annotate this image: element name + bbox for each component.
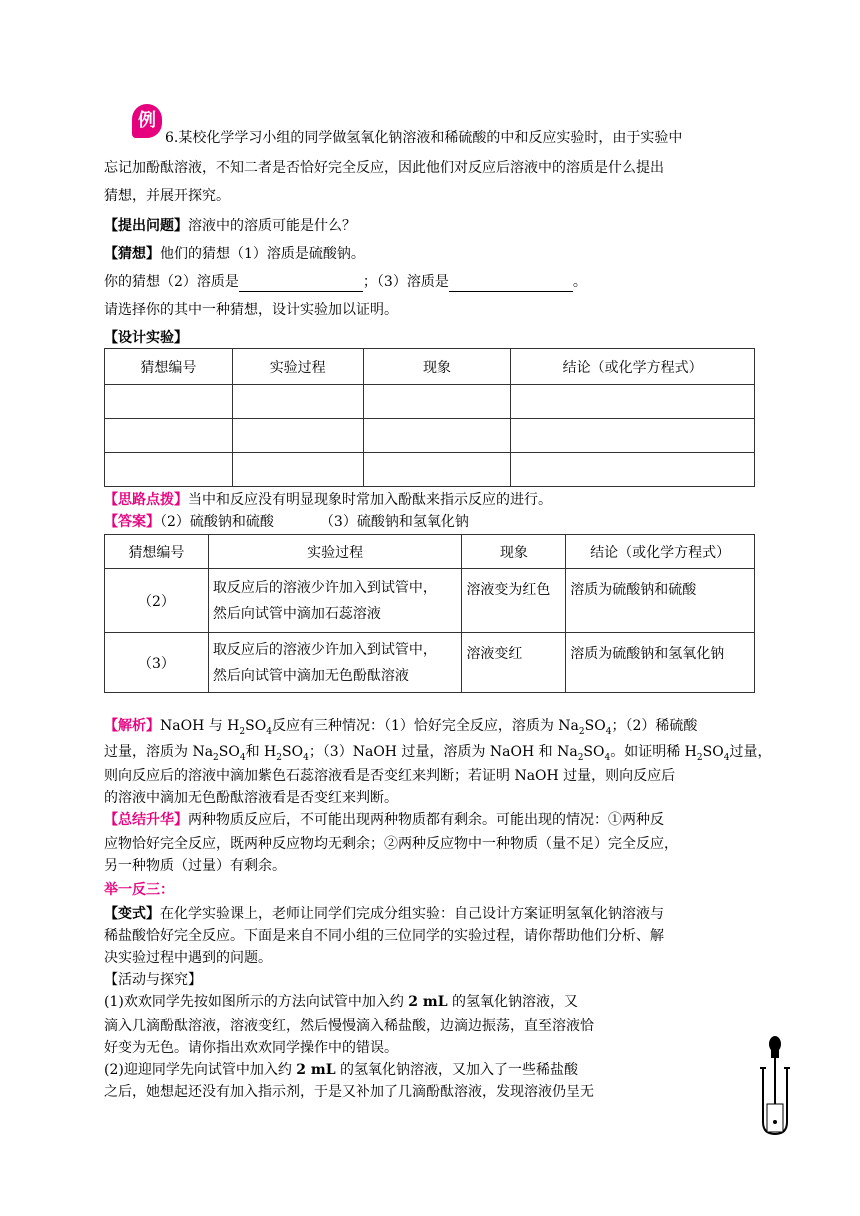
answer-tag: 【答案】 — [104, 514, 160, 530]
sub: 4 — [239, 752, 246, 763]
analysis-t1c: 反应有三种情况：（1）恰好完全反应，溶质为 Na — [271, 718, 579, 734]
row3-proc — [208, 633, 462, 693]
activity-tag: 【活动与探究】 — [104, 972, 202, 988]
analysis-l2b: SO — [218, 744, 240, 760]
sub: 2 — [213, 752, 219, 763]
table1-cell[interactable] — [363, 419, 511, 453]
variant-line-2: 稀盐酸恰好完全反应。下面是来自不同小组的三位同学的实验过程，请你帮助他们分析、解 — [104, 928, 664, 944]
sub: 2 — [276, 752, 282, 763]
example-badge: 例 — [132, 104, 162, 138]
table1-cell[interactable] — [232, 453, 363, 487]
row3-proc-1: 取反应后的溶液少许加入到试管中， — [212, 641, 437, 658]
hint-tag: 【思路点拨】 — [104, 492, 188, 508]
variant-line-1 — [104, 904, 664, 924]
sub: 4 — [723, 752, 730, 763]
analysis-l2a: 过量，溶质为 Na — [104, 744, 214, 760]
table1-cell[interactable] — [511, 453, 755, 487]
question-line-3: 猜想，并展开探究。 — [104, 188, 230, 204]
table1-row — [105, 385, 755, 419]
tiwen-tag: 【提出问题】 — [104, 218, 188, 234]
your-guess-line — [104, 272, 587, 292]
table1-cell[interactable] — [232, 385, 363, 419]
table1-row — [105, 419, 755, 453]
table1-cell[interactable] — [105, 453, 233, 487]
analysis-t1e: ；（2）稀硫酸 — [611, 718, 698, 734]
analysis-line-3: 则向反应后的溶液中滴加紫色石蕊溶液看是否变红来判断；若证明 NaOH 过量，则向反应后 — [104, 768, 676, 784]
caixiang-text: 他们的猜想（1）溶质是硫酸钠。 — [160, 246, 365, 262]
answer-table — [104, 534, 755, 693]
hint-text: 当中和反应没有明显现象时常加入酚酞来指示反应的进行。 — [188, 492, 552, 508]
analysis-t1d: SO — [584, 718, 606, 734]
table-row — [105, 633, 755, 693]
analysis-l2f: SO — [583, 744, 605, 760]
your-guess-a: 你的猜想（2）溶质是 — [104, 274, 239, 290]
blank-2[interactable] — [239, 276, 363, 292]
table2-header-concl: 结论（或化学方程式） — [566, 535, 755, 569]
analysis-l2e: ；（3）NaOH 过量，溶质为 NaOH 和 Na — [308, 744, 578, 760]
analysis-l2d: SO — [282, 744, 304, 760]
table2-header-id: 猜想编号 — [105, 535, 209, 569]
sub: 2 — [578, 726, 585, 737]
answer-p2: （2）硫酸钠和硫酸 — [160, 514, 274, 530]
q2-l1c: 的氢氧化钠溶液，又加入了一些稀盐酸 — [335, 1062, 579, 1078]
caixiang-tag: 【猜想】 — [104, 246, 160, 262]
table1-header-concl: 结论（或化学方程式） — [511, 349, 755, 385]
analysis-t1: NaOH 与 H — [160, 718, 240, 734]
dropper-tube-icon — [752, 1034, 798, 1138]
table1-header-id: 猜想编号 — [105, 349, 233, 385]
blank-3[interactable] — [449, 276, 573, 292]
sub: 4 — [605, 726, 612, 737]
table1-cell[interactable] — [105, 419, 233, 453]
question-line-1: 6.某校化学学习小组的同学做氢氧化钠溶液和稀硫酸的中和反应实验时，由于实验中 — [165, 130, 683, 146]
q2-line-2: 之后，她想起还没有加入指示剂，于是又补加了几滴酚酞溶液，发现溶液仍呈无 — [104, 1084, 594, 1100]
sub: 2 — [577, 752, 584, 763]
summary-tag: 【总结升华】 — [104, 812, 188, 828]
hint-line — [104, 490, 552, 510]
row2-proc-2: 然后向试管中滴加石蕊溶液 — [212, 605, 381, 622]
analysis-line-4: 的溶液中滴加无色酚酞溶液看是否变红来判断。 — [104, 790, 398, 806]
answer-line — [104, 512, 469, 532]
row3-concl: 溶质为硫酸钠和氢氧化钠 — [566, 633, 755, 693]
row2-concl: 溶质为硫酸钠和硫酸 — [566, 569, 755, 633]
row2-proc — [208, 569, 462, 633]
q1-l1b: 2 mL — [408, 994, 448, 1010]
q1-line-1 — [104, 992, 578, 1012]
summary-line-2: 应物恰好完全反应，既两种反应物均无剩余；②两种反应物中一种物质（量不足）完全反应， — [104, 836, 678, 852]
question-caixiang — [104, 244, 365, 264]
analysis-line-1 — [104, 716, 697, 742]
table1-cell[interactable] — [363, 385, 511, 419]
analysis-line-2 — [104, 742, 771, 768]
table1-cell[interactable] — [232, 419, 363, 453]
your-guess-c: 。 — [572, 274, 587, 290]
table-row — [105, 569, 755, 633]
question-tiwen — [104, 216, 356, 236]
table1-cell[interactable] — [511, 385, 755, 419]
analysis-tag: 【解析】 — [104, 718, 160, 734]
sub: 4 — [266, 726, 272, 737]
analysis-l2h: SO — [702, 744, 724, 760]
table1-header-proc: 实验过程 — [232, 349, 363, 385]
row3-phen: 溶液变红 — [462, 633, 566, 693]
sub: 4 — [604, 752, 611, 763]
sub: 4 — [303, 752, 309, 763]
summary-l1: 两种物质反应后，不可能出现两种物质都有剩余。可能出现的情况：①两种反 — [188, 812, 664, 828]
table2-header-proc: 实验过程 — [208, 535, 462, 569]
row3-proc-2: 然后向试管中滴加无色酚酞溶液 — [212, 667, 409, 684]
table1-cell[interactable] — [105, 385, 233, 419]
q1-l1a: (1)欢欢同学先按如图所示的方法向试管中加入约 — [104, 994, 409, 1010]
row2-proc-1: 取反应后的溶液少许加入到试管中， — [212, 579, 437, 596]
table2-header-phen: 现象 — [462, 535, 566, 569]
design-table — [104, 348, 755, 487]
juyi-heading: 举一反三： — [104, 882, 174, 898]
summary-line-1 — [104, 810, 664, 830]
variant-tag: 【变式】 — [104, 906, 160, 922]
q1-line-3: 好变为无色。请你指出欢欢同学操作中的错误。 — [104, 1040, 398, 1056]
sub: 2 — [696, 752, 703, 763]
analysis-l2i: 过量， — [729, 744, 772, 760]
question-line-2: 忘记加酚酞溶液，不知二者是否恰好完全反应，因此他们对反应后溶液中的溶质是什么提出 — [104, 160, 664, 176]
q1-line-2: 滴入几滴酚酞溶液，溶液变红，然后慢慢滴入稀盐酸，边滴边振荡，直至溶液恰 — [104, 1018, 594, 1034]
tiwen-text: 溶液中的溶质可能是什么？ — [188, 218, 356, 234]
analysis-l2g: 。如证明稀 H — [610, 744, 697, 760]
q2-l1b: 2 mL — [296, 1062, 336, 1078]
your-guess-b: ；（3）溶质是 — [362, 274, 449, 290]
table1-cell[interactable] — [511, 419, 755, 453]
table1-row — [105, 453, 755, 487]
design-tag: 【设计实验】 — [104, 330, 188, 346]
q2-line-1 — [104, 1060, 578, 1080]
answer-p3: （3）硫酸钠和氢氧化钠 — [319, 514, 469, 530]
variant-line-3: 决实验过程中遇到的问题。 — [104, 950, 272, 966]
choose-line: 请选择你的其中一种猜想，设计实验加以证明。 — [104, 302, 398, 318]
variant-l1: 在化学实验课上，老师让同学们完成分组实验：自己设计方案证明氢氧化钠溶液与 — [160, 906, 664, 922]
table1-header-phen: 现象 — [363, 349, 511, 385]
q1-l1c: 的氢氧化钠溶液，又 — [447, 994, 579, 1010]
analysis-t1b: SO — [245, 718, 267, 734]
sub: 2 — [239, 726, 246, 737]
table1-cell[interactable] — [363, 453, 511, 487]
row2-id: （2） — [105, 569, 209, 633]
summary-line-3: 另一种物质（过量）有剩余。 — [104, 858, 286, 874]
q2-l1a: (2)迎迎同学先向试管中加入约 — [104, 1062, 297, 1078]
row3-id: （3） — [105, 633, 209, 693]
analysis-l2c: 和 H — [245, 744, 277, 760]
row2-phen: 溶液变为红色 — [462, 569, 566, 633]
